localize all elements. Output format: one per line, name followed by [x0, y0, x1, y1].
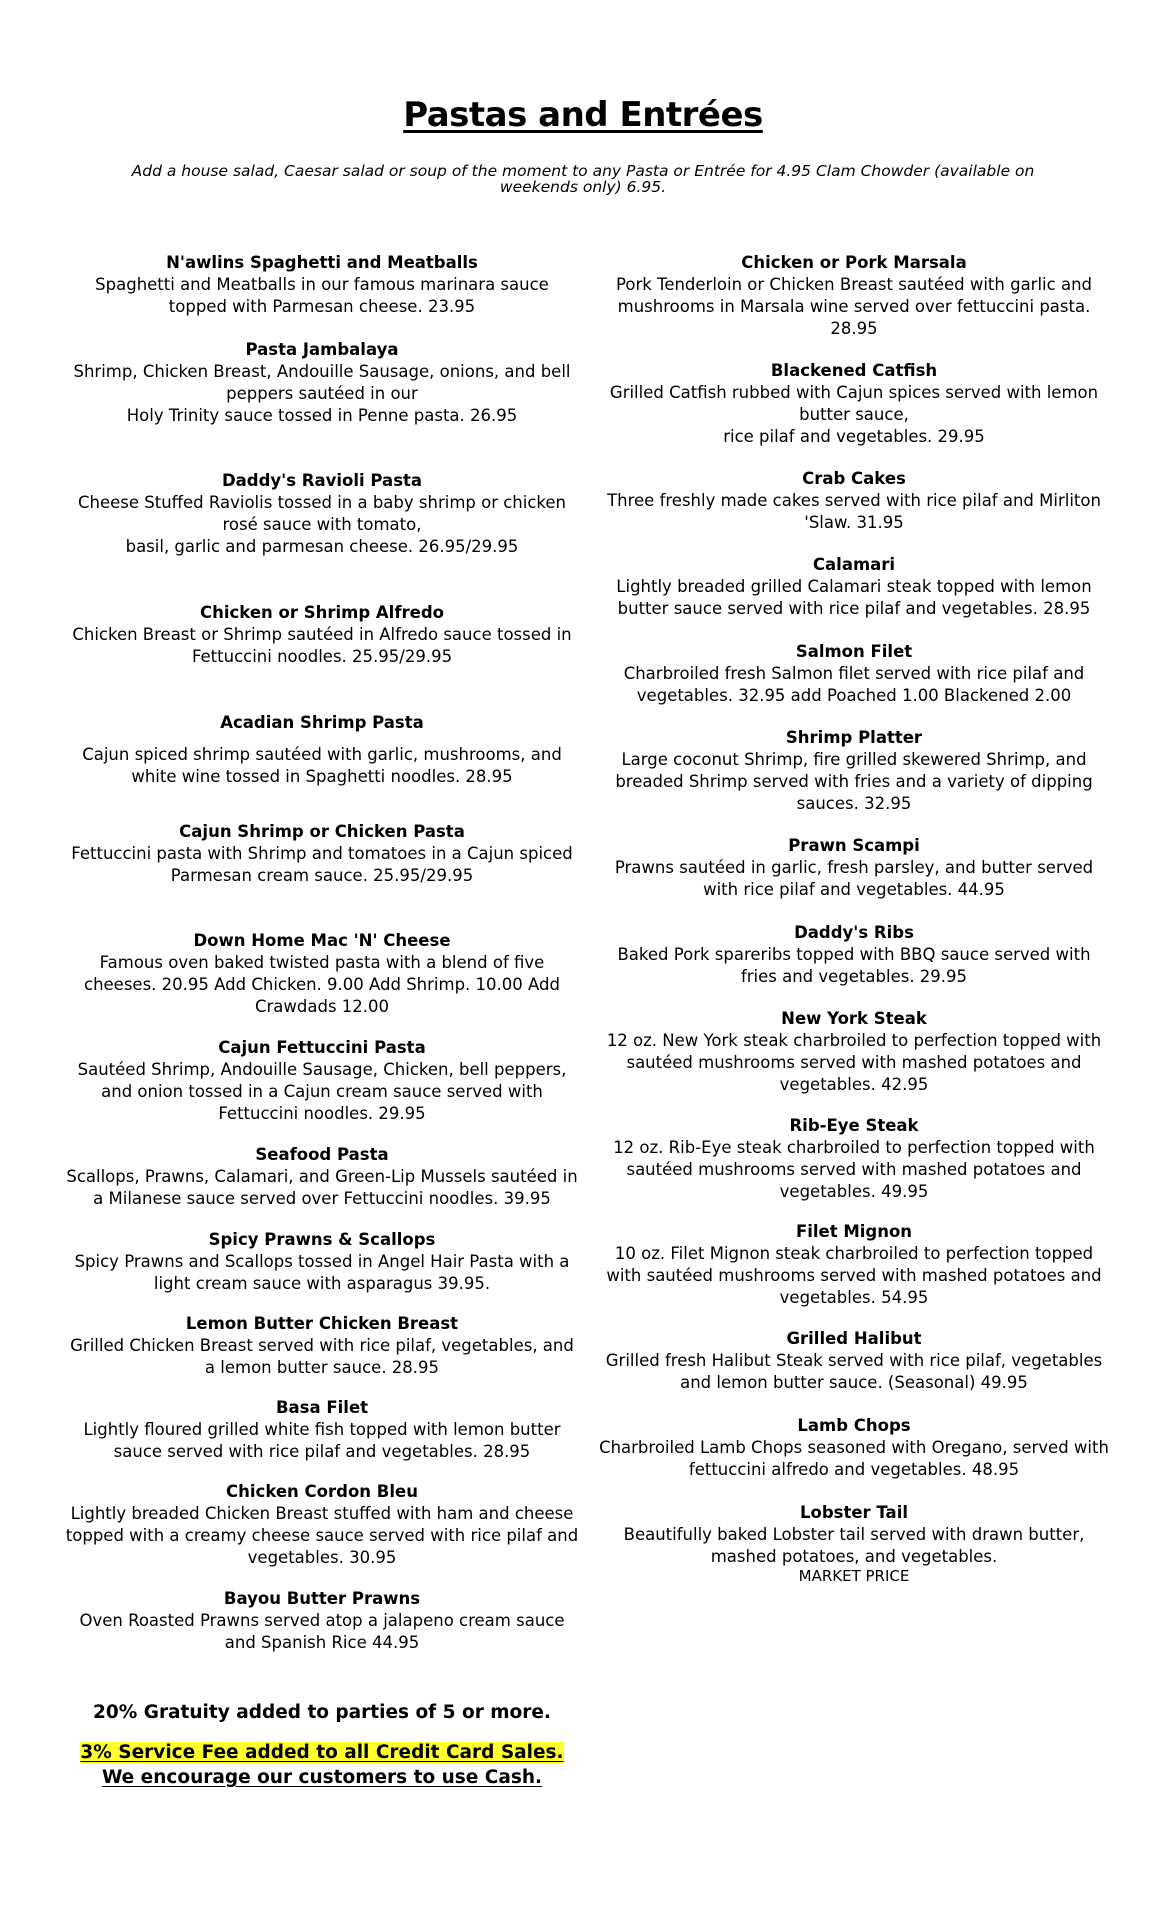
- menu-item: [594, 641, 1114, 707]
- menu-item-description: Spicy Prawns and Scallops tossed in Angel Hair Pasta with a light cream sauce with asparagus 39.95.: [74, 1252, 570, 1293]
- menu-item: [594, 1328, 1114, 1394]
- menu-item-description: Shrimp, Chicken Breast, Andouille Sausage, onions, and bell peppers sautéed in our Holy Trinity sauce tossed in Penne pasta. 26.95: [73, 362, 571, 425]
- gratuity-note: 20% Gratuity added to parties of 5 or more.: [93, 1702, 551, 1723]
- menu-item-name: Chicken Cordon Bleu: [226, 1482, 418, 1501]
- menu-item-name: Salmon Filet: [795, 642, 913, 661]
- menu-item-name: Grilled Halibut: [786, 1329, 922, 1348]
- menu-item: [62, 930, 582, 1018]
- menu-item-name: Prawn Scampi: [788, 836, 920, 855]
- menu-item: [62, 252, 582, 318]
- menu-item-description: Fettuccini pasta with Shrimp and tomatoes in a Cajun spiced Parmesan cream sauce. 25.95/29.95: [71, 844, 573, 885]
- menu-item: [62, 821, 582, 887]
- menu-item-description: Grilled Chicken Breast served with rice pilaf, vegetables, and a lemon butter sauce. 28.95: [70, 1336, 574, 1377]
- menu-item-name: New York Steak: [781, 1009, 927, 1028]
- menu-item-description: Cajun spiced shrimp sautéed with garlic, mushrooms, and white wine tossed in Spaghetti noodles. 28.95: [82, 745, 562, 786]
- menu-item-name: Calamari: [812, 555, 896, 574]
- menu-item-description: Grilled fresh Halibut Steak served with rice pilaf, vegetables and lemon butter sauce. (Seasonal) 49.95: [605, 1351, 1103, 1392]
- menu-item-description: Grilled Catfish rubbed with Cajun spices served with lemon butter sauce, rice pilaf and vegetables. 29.95: [609, 383, 1099, 446]
- menu-item-name: Seafood Pasta: [255, 1145, 389, 1164]
- menu-item-name: Daddy's Ribs: [794, 923, 914, 942]
- menu-item: [594, 360, 1114, 448]
- menu-item-description: 12 oz. New York steak charbroiled to perfection topped with sautéed mushrooms served with mashed potatoes and vegetables. 42.95: [606, 1031, 1102, 1094]
- menu-item: [594, 835, 1114, 901]
- menu-item-description: Famous oven baked twisted pasta with a blend of five cheeses. 20.95 Add Chicken. 9.00 Add Shrimp. 10.00 Add Crawdads 12.00: [84, 953, 560, 1016]
- menu-item: [62, 1397, 582, 1463]
- menu-item: [62, 1588, 582, 1654]
- menu-item: [62, 712, 582, 788]
- menu-item-name: Chicken or Shrimp Alfredo: [200, 603, 444, 622]
- add-on-note: Add a house salad, Caesar salad or soup of the moment to any Pasta or Entrée for 4.95 Clam Chowder (available on weekends only) 6.95.: [131, 162, 1035, 196]
- menu-item-description: Lightly breaded grilled Calamari steak topped with lemon butter sauce served with rice pilaf and vegetables. 28.95: [616, 577, 1092, 618]
- menu-item: [62, 1313, 582, 1379]
- menu-item-description: 12 oz. Rib-Eye steak charbroiled to perfection topped with sautéed mushrooms served with mashed potatoes and vegetables. 49.95: [613, 1138, 1095, 1201]
- menu-item-description: Lightly breaded Chicken Breast stuffed with ham and cheese topped with a creamy cheese sauce served with rice pilaf and vegetables. 30.95: [65, 1504, 579, 1567]
- menu-item-description: 10 oz. Filet Mignon steak charbroiled to perfection topped with sautéed mushrooms served with mashed potatoes and vegetables. 54.95: [606, 1244, 1102, 1307]
- menu-item-description: Charbroiled Lamb Chops seasoned with Oregano, served with fettuccini alfredo and vegetables. 48.95: [599, 1438, 1109, 1479]
- menu-item: [594, 1415, 1114, 1481]
- menu-item-name: Filet Mignon: [795, 1222, 913, 1241]
- menu-item: [62, 339, 582, 427]
- menu-item: [594, 252, 1114, 340]
- menu-item-name: Shrimp Platter: [785, 728, 923, 747]
- menu-item-name: N'awlins Spaghetti and Meatballs: [166, 253, 478, 272]
- menu-item-name: Lamb Chops: [797, 1416, 911, 1435]
- menu-item: [594, 1502, 1114, 1584]
- menu-item: [62, 1037, 582, 1125]
- menu-item-description: Beautifully baked Lobster tail served with drawn butter, mashed potatoes, and vegetables.: [623, 1525, 1085, 1566]
- menu-item: [62, 470, 582, 558]
- menu-item-name: Acadian Shrimp Pasta: [220, 713, 424, 732]
- cash-note: We encourage our customers to use Cash.: [101, 1767, 543, 1788]
- menu-item-description: Three freshly made cakes served with rice pilaf and Mirliton 'Slaw. 31.95: [607, 491, 1101, 532]
- menu-item-name: Lemon Butter Chicken Breast: [185, 1314, 459, 1333]
- menu-item-name: Bayou Butter Prawns: [223, 1589, 421, 1608]
- menu-item-description: Charbroiled fresh Salmon filet served with rice pilaf and vegetables. 32.95 add Poached 1.00 Blackened 2.00: [623, 664, 1085, 705]
- menu-item: [594, 468, 1114, 534]
- menu-item: [594, 1221, 1114, 1309]
- menu-item-name: Pasta Jambalaya: [245, 340, 399, 359]
- menu-item-description: Spaghetti and Meatballs in our famous marinara sauce topped with Parmesan cheese. 23.95: [95, 275, 549, 316]
- menu-item-name: Lobster Tail: [799, 1503, 908, 1522]
- menu-item-name: Cajun Fettuccini Pasta: [218, 1038, 426, 1057]
- menu-item-name: Blackened Catfish: [770, 361, 938, 380]
- menu-item: [594, 727, 1114, 815]
- menu-item-name: Daddy's Ravioli Pasta: [221, 471, 423, 490]
- menu-item: [62, 1481, 582, 1569]
- menu-item: [62, 1229, 582, 1295]
- menu-item-name: Chicken or Pork Marsala: [741, 253, 967, 272]
- menu-item-name: Down Home Mac 'N' Cheese: [193, 931, 451, 950]
- menu-item-name: Rib-Eye Steak: [789, 1116, 919, 1135]
- menu-item: [62, 602, 582, 668]
- menu-item: [594, 554, 1114, 620]
- market-price-label: MARKET PRICE: [798, 1567, 910, 1585]
- menu-item-description: Baked Pork spareribs topped with BBQ sauce served with fries and vegetables. 29.95: [617, 945, 1091, 986]
- payment-notes: [62, 1740, 582, 1790]
- menu-item-description: Sautéed Shrimp, Andouille Sausage, Chicken, bell peppers, and onion tossed in a Cajun cream sauce served with Fettuccini noodles. 29.95: [77, 1060, 567, 1123]
- menu-item: [62, 1144, 582, 1210]
- menu-item-name: Crab Cakes: [802, 469, 906, 488]
- menu-item-name: Basa Filet: [275, 1398, 369, 1417]
- menu-item-description: Lightly floured grilled white fish topped with lemon butter sauce served with rice pilaf and vegetables. 28.95: [83, 1420, 561, 1461]
- menu-item: [594, 1008, 1114, 1096]
- service-fee-note: 3% Service Fee added to all Credit Card Sales.: [80, 1742, 564, 1763]
- menu-item-description: Oven Roasted Prawns served atop a jalapeno cream sauce and Spanish Rice 44.95: [79, 1611, 565, 1652]
- menu-item-description: Cheese Stuffed Raviolis tossed in a baby shrimp or chicken rosé sauce with tomato, basil, garlic and parmesan cheese. 26.95/29.95: [77, 493, 566, 556]
- menu-item-name: Spicy Prawns & Scallops: [208, 1230, 436, 1249]
- menu-item-description: Large coconut Shrimp, fire grilled skewered Shrimp, and breaded Shrimp served with fries and a variety of dipping sauces. 32.95: [615, 750, 1093, 813]
- menu-item: [594, 922, 1114, 988]
- menu-item-description: Scallops, Prawns, Calamari, and Green-Lip Mussels sautéed in a Milanese sauce served over Fettuccini noodles. 39.95: [66, 1167, 578, 1208]
- menu-item-description: Prawns sautéed in garlic, fresh parsley, and butter served with rice pilaf and vegetables. 44.95: [614, 858, 1094, 899]
- menu-item: [594, 1115, 1114, 1203]
- menu-item-description: Pork Tenderloin or Chicken Breast sautéed with garlic and mushrooms in Marsala wine served over fettuccini pasta. 28.95: [616, 275, 1092, 338]
- menu-item-description: Chicken Breast or Shrimp sautéed in Alfredo sauce tossed in Fettuccini noodles. 25.95/29.95: [72, 625, 572, 666]
- menu-item-name: Cajun Shrimp or Chicken Pasta: [179, 822, 465, 841]
- page-title: Pastas and Entrées: [403, 95, 763, 135]
